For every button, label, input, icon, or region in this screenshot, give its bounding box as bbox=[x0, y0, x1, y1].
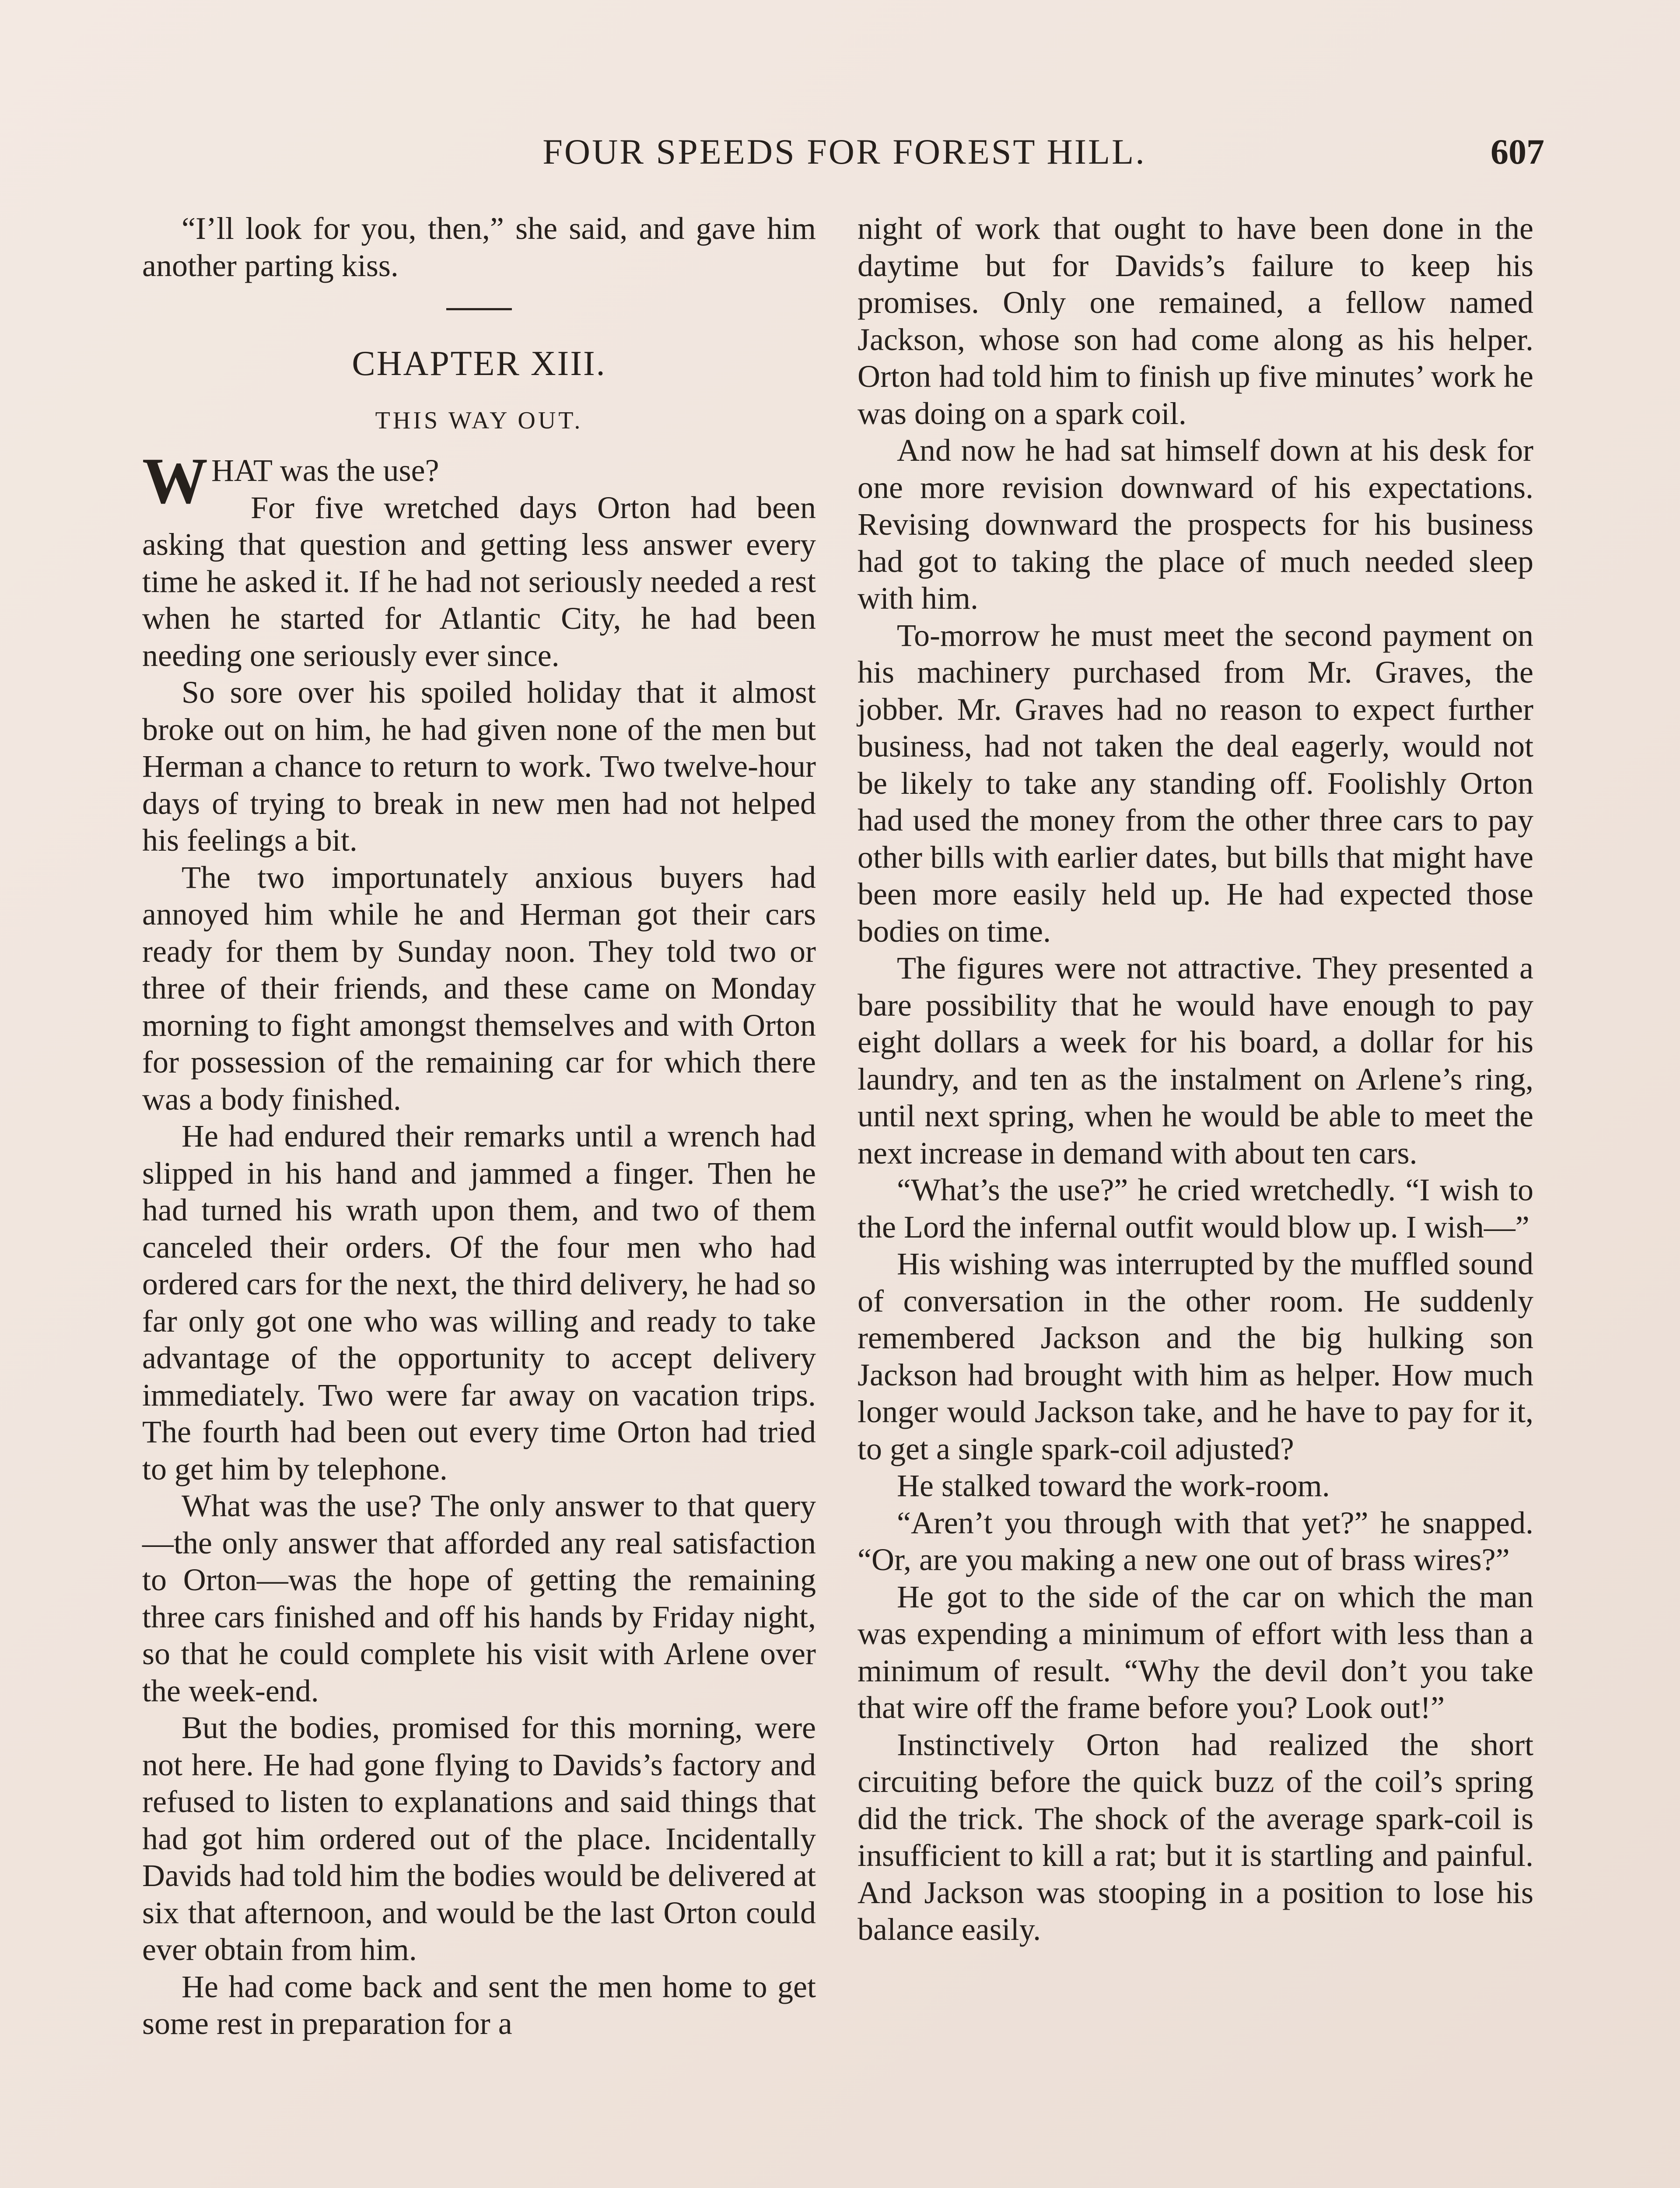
left-column bbox=[142, 210, 816, 2188]
paragraph: The figures were not attractive. They presented a bare possibility that he would have enough to pay eight dollars a week for his board, a dollar for his laundry, and ten as the instalment on Arlene’s ring, until next spring, when he would be able to meet the next increase in demand with about ten cars. bbox=[858, 950, 1533, 1171]
paragraph: His wishing was interrupted by the muffled sound of conversation in the other room. He suddenly remembered Jackson and the big hulking son Jackson had brought with him as helper. How much longer would Jackson take, and he have to pay for it, to get a single spark-coil adjusted? bbox=[858, 1246, 1533, 1466]
paragraph: “I’ll look for you, then,” she said, and gave him another parting kiss. bbox=[142, 211, 816, 283]
opening-line bbox=[142, 445, 816, 517]
paragraph: “Aren’t you through with that yet?” he snapped. “Or, are you making a new one out of brass wires?” bbox=[858, 1505, 1533, 1577]
paragraph: For five wretched days Orton had been asking that question and getting less answer every time he asked it. If he had not seriously needed a rest when he started for Atlantic City, he had been needing one seriously ever since. bbox=[142, 490, 816, 673]
paragraph: He had endured their remarks until a wrench had slipped in his hand and jammed a finger. Then he had turned his wrath upon them, and two of them canceled their orders. Of the four men who had ordered cars for the next, the third delivery, he had so far only got one who was willing and ready to take advantage of the opportunity to accept delivery immediately. Two were far away on vacation trips. The fourth had been out every time Orton had tried to get him by telephone. bbox=[142, 1119, 816, 1487]
right-column bbox=[858, 210, 1533, 2188]
paragraph: He stalked toward the work-room. bbox=[897, 1468, 1330, 1503]
chapter-subtitle: THIS WAY OUT. bbox=[375, 407, 583, 434]
paragraph: What was the use? The only answer to that query—the only answer that afforded any real satisfaction to Orton—was the hope of getting the remaining three cars finished and off his hands by Friday night, so that he could complete his visit with Arlene over the week-end. bbox=[142, 1488, 816, 1708]
paragraph: The two importunately anxious buyers had annoyed him while he and Herman got their cars ready for them by Sunday noon. They told two or three of their friends, and these came on Monday morning to fight amongst themselves and with Orton for possession of the remaining car for which there was a body finished. bbox=[142, 859, 816, 1117]
chapter-title: CHAPTER XIII. bbox=[352, 344, 606, 383]
paragraph: To-morrow he must meet the second payment on his machinery purchased from Mr. Graves, the jobber. Mr. Graves had no reason to expect further business, had not taken the deal eagerly, would not be likely to take any standing off. Foolishly Orton had used the money from the other three cars to pay other bills with earlier dates, but bills that might have been more easily held up. He had expected those bodies on time. bbox=[858, 617, 1533, 949]
drop-cap: W bbox=[142, 445, 208, 517]
paragraph: Instinctively Orton had realized the short circuiting before the quick buzz of the coil’s spring did the trick. The shock of the average spark-coil is insufficient to kill a rat; but it is startling and painful. And Jackson was stooping in a position to lose his balance easily. bbox=[858, 1727, 1533, 1947]
page-header bbox=[144, 131, 1544, 184]
paragraph: He got to the side of the car on which the man was expending a minimum of effort with less than a minimum of result. “Why the devil don’t you take that wire off the frame before you? Look out!” bbox=[858, 1579, 1533, 1725]
paragraph: night of work that ought to have been done in the daytime but for Davids’s failure to keep his promises. Only one remained, a fellow named Jackson, whose son had come along as his helper. Orton had told him to finish up five minutes’ work he was doing on a spark coil. bbox=[858, 211, 1533, 431]
paragraph: And now he had sat himself down at his desk for one more revision downward of his expectations. Revising downward the prospects for his business had got to taking the place of much needed sleep with him. bbox=[858, 433, 1533, 616]
paragraph: So sore over his spoiled holiday that it almost broke out on him, he had given none of the men but Herman a chance to return to work. Two twelve-hour days of trying to break in new men had not helped his feelings a bit. bbox=[142, 675, 816, 858]
opening-text: HAT was the use? bbox=[211, 453, 439, 488]
section-divider bbox=[446, 308, 512, 310]
paragraph: He had come back and sent the men home to get some rest in preparation for a bbox=[142, 1969, 816, 2041]
paragraph: But the bodies, promised for this morning, were not here. He had gone flying to Davids’s factory and refused to listen to explanations and said things that had got him ordered out of the place. Incidentally Davids had told him the bodies would be delivered at six that afternoon, and would be the last Orton could ever obtain from him. bbox=[142, 1710, 816, 1967]
running-title: FOUR SPEEDS FOR FOREST HILL. bbox=[542, 132, 1146, 172]
page-number: 607 bbox=[1491, 132, 1544, 172]
paragraph: “What’s the use?” he cried wretchedly. “I wish to the Lord the infernal outfit would blow up. I wish—” bbox=[858, 1172, 1533, 1245]
